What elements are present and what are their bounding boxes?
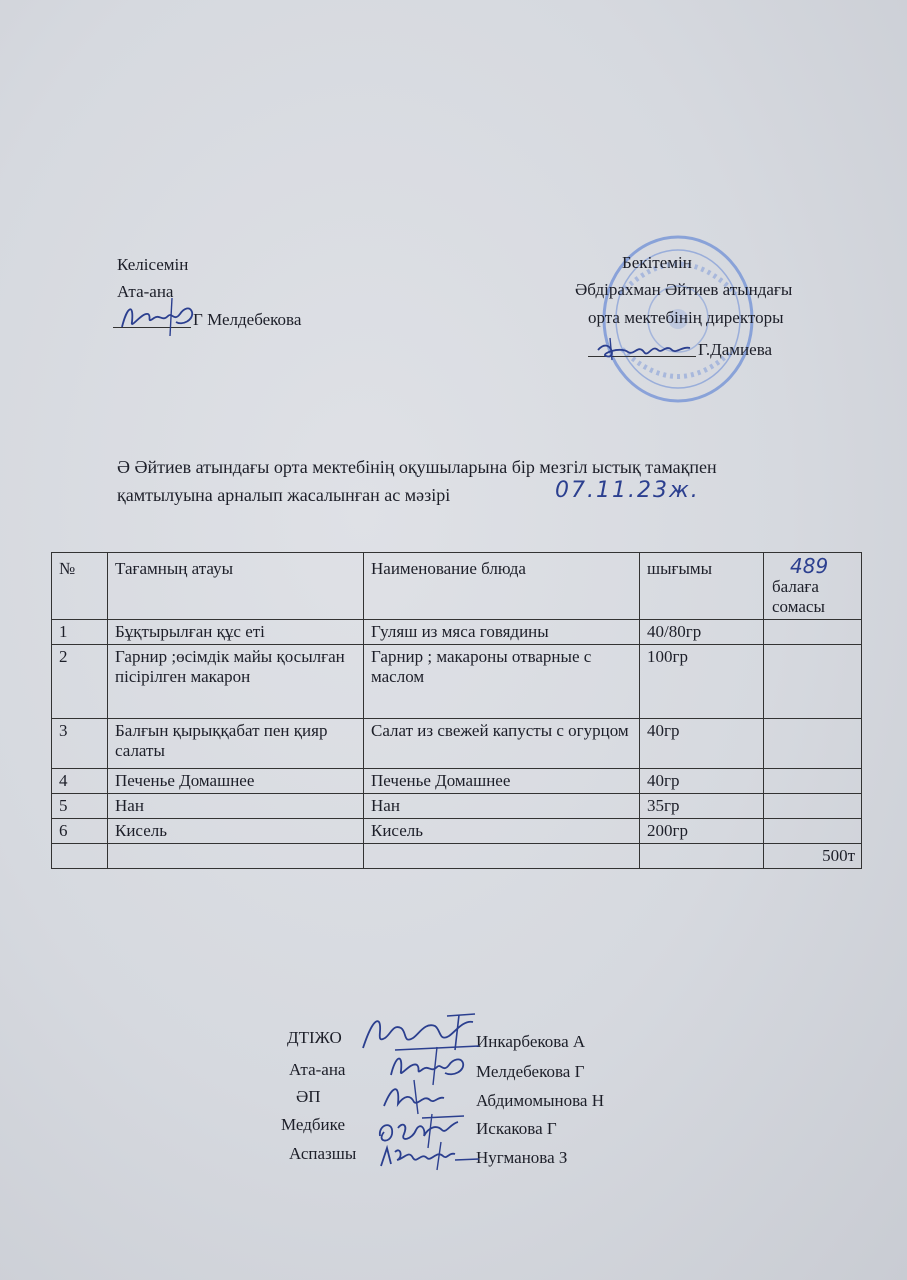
signatory-name: Мелдебекова Г	[476, 1062, 585, 1081]
cell-name-ru: Гарнир ; макароны отварные с маслом	[364, 645, 640, 719]
cell-sum	[764, 620, 862, 645]
header-num: №	[52, 553, 108, 620]
cell-name-ru: Кисель	[364, 819, 640, 844]
cell-sum	[764, 645, 862, 719]
approve-title: Бекітемін	[622, 253, 692, 272]
cell-yield: 35гр	[640, 794, 764, 819]
signatory-role: ӘП	[296, 1087, 321, 1106]
cell-sum	[764, 719, 862, 769]
table-row	[52, 719, 862, 769]
table-row	[52, 645, 862, 719]
agree-name: Г Мелдебекова	[193, 310, 302, 329]
total-sum: 500т	[764, 844, 862, 869]
agree-signature	[112, 292, 202, 337]
approve-name: Г.Дамиева	[698, 340, 773, 359]
agree-title: Келісемін	[117, 255, 189, 274]
header-yield: шығымы	[640, 553, 764, 620]
cell-name-ru: Нан	[364, 794, 640, 819]
table-row	[52, 819, 862, 844]
cell-name-ru: Гуляш из мяса говядины	[364, 620, 640, 645]
agree-role: Ата-ана	[117, 282, 174, 301]
cell-name-kz: Балғын қырыққабат пен қияр салаты	[108, 719, 364, 769]
total-empty-cell	[364, 844, 640, 869]
signatory-role: Аспазшы	[289, 1144, 357, 1163]
signatory-role: ДТІЖО	[287, 1028, 342, 1047]
signatory-name: Нугманова З	[476, 1148, 568, 1167]
cell-num: 4	[52, 769, 108, 794]
cell-name-kz: Бұқтырылған құс еті	[108, 620, 364, 645]
total-empty-cell	[108, 844, 364, 869]
cell-num: 2	[52, 645, 108, 719]
signature-aspazshy	[375, 1138, 480, 1174]
cell-name-ru: Печенье Домашнее	[364, 769, 640, 794]
cell-name-kz: Гарнир ;өсімдік майы қосылған пісірілген макарон	[108, 645, 364, 719]
handwritten-date: 07.11.23ж.	[555, 478, 700, 503]
header-children	[764, 553, 862, 620]
cell-name-kz: Нан	[108, 794, 364, 819]
header-name-ru: Наименование блюда	[364, 553, 640, 620]
cell-sum	[764, 819, 862, 844]
approve-line1: Әбдірахман Әйтиев атындағы	[575, 280, 793, 299]
signatory-name: Инкарбекова А	[476, 1032, 586, 1051]
cell-yield: 200гр	[640, 819, 764, 844]
total-empty-cell	[640, 844, 764, 869]
signatory-name: Абдимомынова Н	[476, 1091, 604, 1110]
children-label: балаға сомасы	[772, 577, 825, 616]
cell-yield: 40гр	[640, 769, 764, 794]
table-row	[52, 769, 862, 794]
director-signature	[590, 330, 700, 364]
signatory-name: Искакова Г	[476, 1119, 557, 1138]
cell-name-kz: Печенье Домашнее	[108, 769, 364, 794]
cell-sum	[764, 769, 862, 794]
approve-line2: орта мектебінің директоры	[588, 308, 784, 327]
cell-num: 6	[52, 819, 108, 844]
cell-num: 5	[52, 794, 108, 819]
cell-yield: 40/80гр	[640, 620, 764, 645]
doc-title-line2: қамтылуына арналып жасалынған ас мәзірі	[117, 485, 451, 505]
cell-yield: 40гр	[640, 719, 764, 769]
cell-name-kz: Кисель	[108, 819, 364, 844]
total-empty-cell	[52, 844, 108, 869]
table-row	[52, 620, 862, 645]
cell-yield: 100гр	[640, 645, 764, 719]
cell-num: 3	[52, 719, 108, 769]
children-count-handwritten: 489	[790, 554, 829, 578]
cell-sum	[764, 794, 862, 819]
menu-table	[51, 552, 862, 869]
cell-num: 1	[52, 620, 108, 645]
header-name-kz: Тағамның атауы	[108, 553, 364, 620]
signatory-role: Ата-ана	[289, 1060, 346, 1079]
doc-title-line1: Ә Әйтиев атындағы орта мектебінің оқушыларына бір мезгіл ыстық тамақпен	[117, 457, 717, 477]
cell-name-ru: Салат из свежей капусты с огурцом	[364, 719, 640, 769]
table-header-row	[52, 553, 862, 620]
table-row	[52, 794, 862, 819]
signatory-role: Медбике	[281, 1115, 345, 1134]
table-total-row	[52, 844, 862, 869]
